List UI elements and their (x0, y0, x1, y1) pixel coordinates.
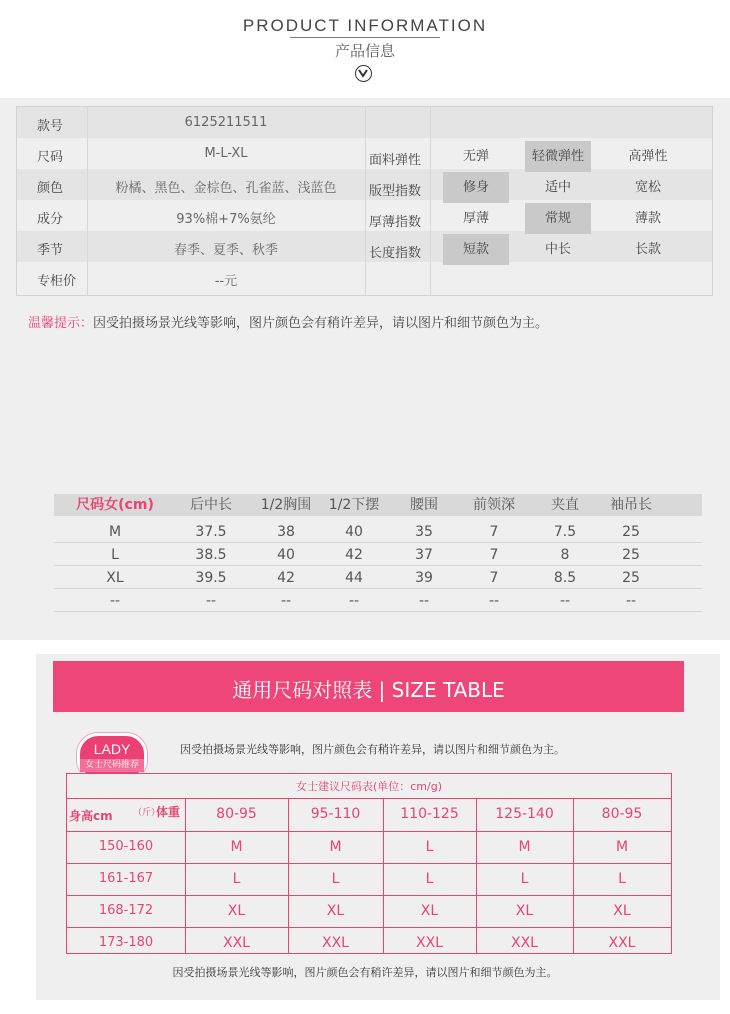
height-range: 161-167 (98, 871, 154, 886)
measurement-cell: M (108, 524, 122, 540)
property-option-selected: 短款 (443, 234, 509, 265)
info-label: 季节 (37, 243, 64, 258)
recommended-size: L (618, 871, 626, 887)
color-tip (28, 312, 548, 331)
info-value: --元 (214, 274, 238, 289)
grid-line (67, 927, 671, 928)
weight-header: 110-125 (400, 806, 459, 822)
info-row (17, 262, 712, 293)
recommended-size: XL (420, 903, 439, 919)
measurement-cell: 38 (277, 524, 295, 540)
info-label: 颜色 (37, 181, 64, 196)
measurement-cell: -- (418, 593, 430, 609)
measurement-header: 腰围 (410, 497, 438, 513)
measurement-cell: 7 (489, 547, 499, 563)
property-option: 中长 (544, 242, 571, 257)
measurement-cell: 40 (345, 524, 363, 540)
recommended-size: L (331, 871, 340, 887)
info-label: 成分 (37, 212, 64, 227)
recommended-size: XXL (608, 935, 636, 951)
measurement-row (54, 544, 702, 566)
measurement-cell: 25 (622, 570, 640, 586)
property-row (17, 234, 712, 265)
measurement-header: 尺码女(cm) (76, 497, 154, 513)
measurement-cell: -- (109, 593, 121, 609)
measurement-header: 后中长 (190, 497, 232, 513)
weight-header: 95-110 (310, 806, 361, 822)
measurement-cell: -- (625, 593, 637, 609)
measurement-cell: 25 (622, 524, 640, 540)
weight-header: 125-140 (495, 806, 554, 822)
measurement-cell: 8 (560, 547, 570, 563)
measurement-header: 夹直 (551, 497, 579, 513)
grid-line (67, 895, 671, 896)
banner-title: 通用尺码对照表 | SIZE TABLE (232, 678, 505, 702)
tip-text: 因受拍摄场景光线等影响，图片颜色会有稍许差异，请以图片和细节颜色为主。 (93, 316, 549, 331)
recommended-size: XL (326, 903, 345, 919)
recommended-size: XXL (322, 935, 349, 951)
property-row (17, 203, 712, 234)
measurement-cell: 39.5 (195, 570, 227, 586)
recommended-size: L (520, 871, 529, 887)
section-title-cn: 产品信息 (334, 42, 395, 60)
product-info-table (16, 106, 713, 296)
recommended-size: XL (613, 903, 631, 919)
size-note-top: 因受拍摄场景光线等影响，图片颜色会有稍许差异，请以图片和细节颜色为主。 (180, 743, 565, 756)
measurement-cell: -- (559, 593, 571, 609)
measurement-header: 袖吊长 (610, 497, 652, 513)
measurement-cell: 25 (622, 547, 640, 563)
measurement-header: 前领深 (473, 497, 515, 513)
weight-header: 80-95 (216, 806, 257, 822)
measurement-cell: 7 (489, 524, 499, 540)
recommended-size: M (329, 839, 342, 855)
recommended-size: XL (227, 903, 246, 919)
section-title-en: PRODUCT INFORMATION (242, 16, 488, 35)
recommended-size: XXL (223, 935, 250, 951)
size-note-bottom: 因受拍摄场景光线等影响，图片颜色会有稍许差异，请以图片和细节颜色为主。 (172, 966, 558, 979)
corner-height-label: 身高cm (69, 809, 113, 823)
measurement-header: 1/2胸围 (260, 497, 312, 513)
measurement-cell: 39 (415, 570, 433, 586)
property-option-selected: 修身 (443, 172, 509, 203)
property-option: 高弹性 (628, 149, 668, 164)
corner-unit-label: （斤） (133, 808, 161, 818)
property-option: 薄款 (634, 211, 661, 226)
measurement-table (54, 494, 702, 614)
info-value: 春季、夏季、秋季 (173, 243, 278, 258)
measurement-cell: XL (106, 570, 124, 586)
grid-line (67, 863, 671, 864)
chevron-down-circle-icon (355, 65, 372, 82)
property-option-selected: 常规 (525, 203, 591, 234)
section-header (0, 0, 730, 98)
recommended-size: M (518, 839, 531, 855)
measurement-cell: L (111, 547, 119, 563)
measurement-cell: 42 (345, 547, 363, 563)
badge-subtitle: 女士尺码推荐 (80, 759, 144, 772)
measurement-cell: 44 (345, 570, 363, 586)
size-table-banner (53, 661, 684, 712)
measurement-cell: 37 (415, 547, 433, 563)
info-value: 粉橘、黑色、金棕色、孔雀蓝、浅蓝色 (115, 181, 337, 196)
measurement-cell: 35 (415, 524, 433, 540)
property-option: 无弹 (462, 149, 489, 164)
height-range: 168-172 (98, 903, 154, 918)
info-value: 6125211511 (184, 115, 268, 130)
measurement-row (54, 521, 702, 543)
measurement-header: 1/2下摆 (328, 497, 380, 513)
measurement-cell: -- (280, 593, 292, 609)
recommended-size: XXL (511, 935, 538, 951)
property-label: 面料弹性 (369, 153, 422, 168)
recommended-size: M (615, 839, 629, 855)
recommended-size: L (425, 839, 434, 855)
recommended-size: M (230, 839, 243, 855)
corner-weight-label: 体重 (156, 805, 181, 819)
info-label: 尺码 (37, 150, 64, 165)
measurement-header-row (54, 494, 702, 516)
measurement-cell: -- (488, 593, 500, 609)
measurement-cell: 42 (277, 570, 295, 586)
badge-title: LADY (93, 741, 131, 757)
property-row (17, 172, 712, 203)
measurement-cell: -- (205, 593, 217, 609)
measurement-cell: 38.5 (195, 547, 227, 563)
table-caption: 女士建议尺码表(单位：cm/g) (67, 774, 671, 799)
property-option: 长款 (634, 242, 661, 257)
recommended-size: XL (515, 903, 534, 919)
height-range: 150-160 (98, 839, 154, 854)
property-option: 厚薄 (462, 211, 489, 226)
measurement-row (54, 590, 702, 612)
property-option: 适中 (544, 180, 571, 195)
grid-line (67, 831, 671, 832)
size-recommend-table (66, 773, 672, 954)
property-label: 厚薄指数 (369, 215, 422, 230)
info-label: 款号 (37, 119, 64, 134)
measurement-row (54, 567, 702, 589)
recommended-size: XXL (416, 935, 443, 951)
property-option: 宽松 (634, 180, 661, 195)
height-range: 173-180 (98, 935, 154, 950)
info-value: M-L-XL (204, 146, 248, 161)
measurement-cell: -- (348, 593, 360, 609)
tip-label: 温馨提示： (28, 316, 94, 331)
property-label: 版型指数 (369, 184, 422, 199)
info-value: 93%棉+7%氨纶 (176, 212, 276, 227)
property-option-selected: 轻微弹性 (525, 141, 591, 172)
recommended-size: L (232, 871, 241, 887)
measurement-cell: 37.5 (195, 524, 227, 540)
recommended-size: L (425, 871, 434, 887)
measurement-cell: 7.5 (553, 524, 577, 540)
weight-header: 80-95 (601, 806, 643, 822)
info-row (17, 107, 712, 138)
info-label: 专柜价 (37, 274, 77, 289)
measurement-cell: 7 (489, 570, 499, 586)
title-divider (290, 37, 440, 38)
measurement-cell: 40 (277, 547, 295, 563)
property-label: 长度指数 (369, 246, 422, 261)
measurement-cell: 8.5 (553, 570, 577, 586)
property-row (17, 141, 712, 172)
